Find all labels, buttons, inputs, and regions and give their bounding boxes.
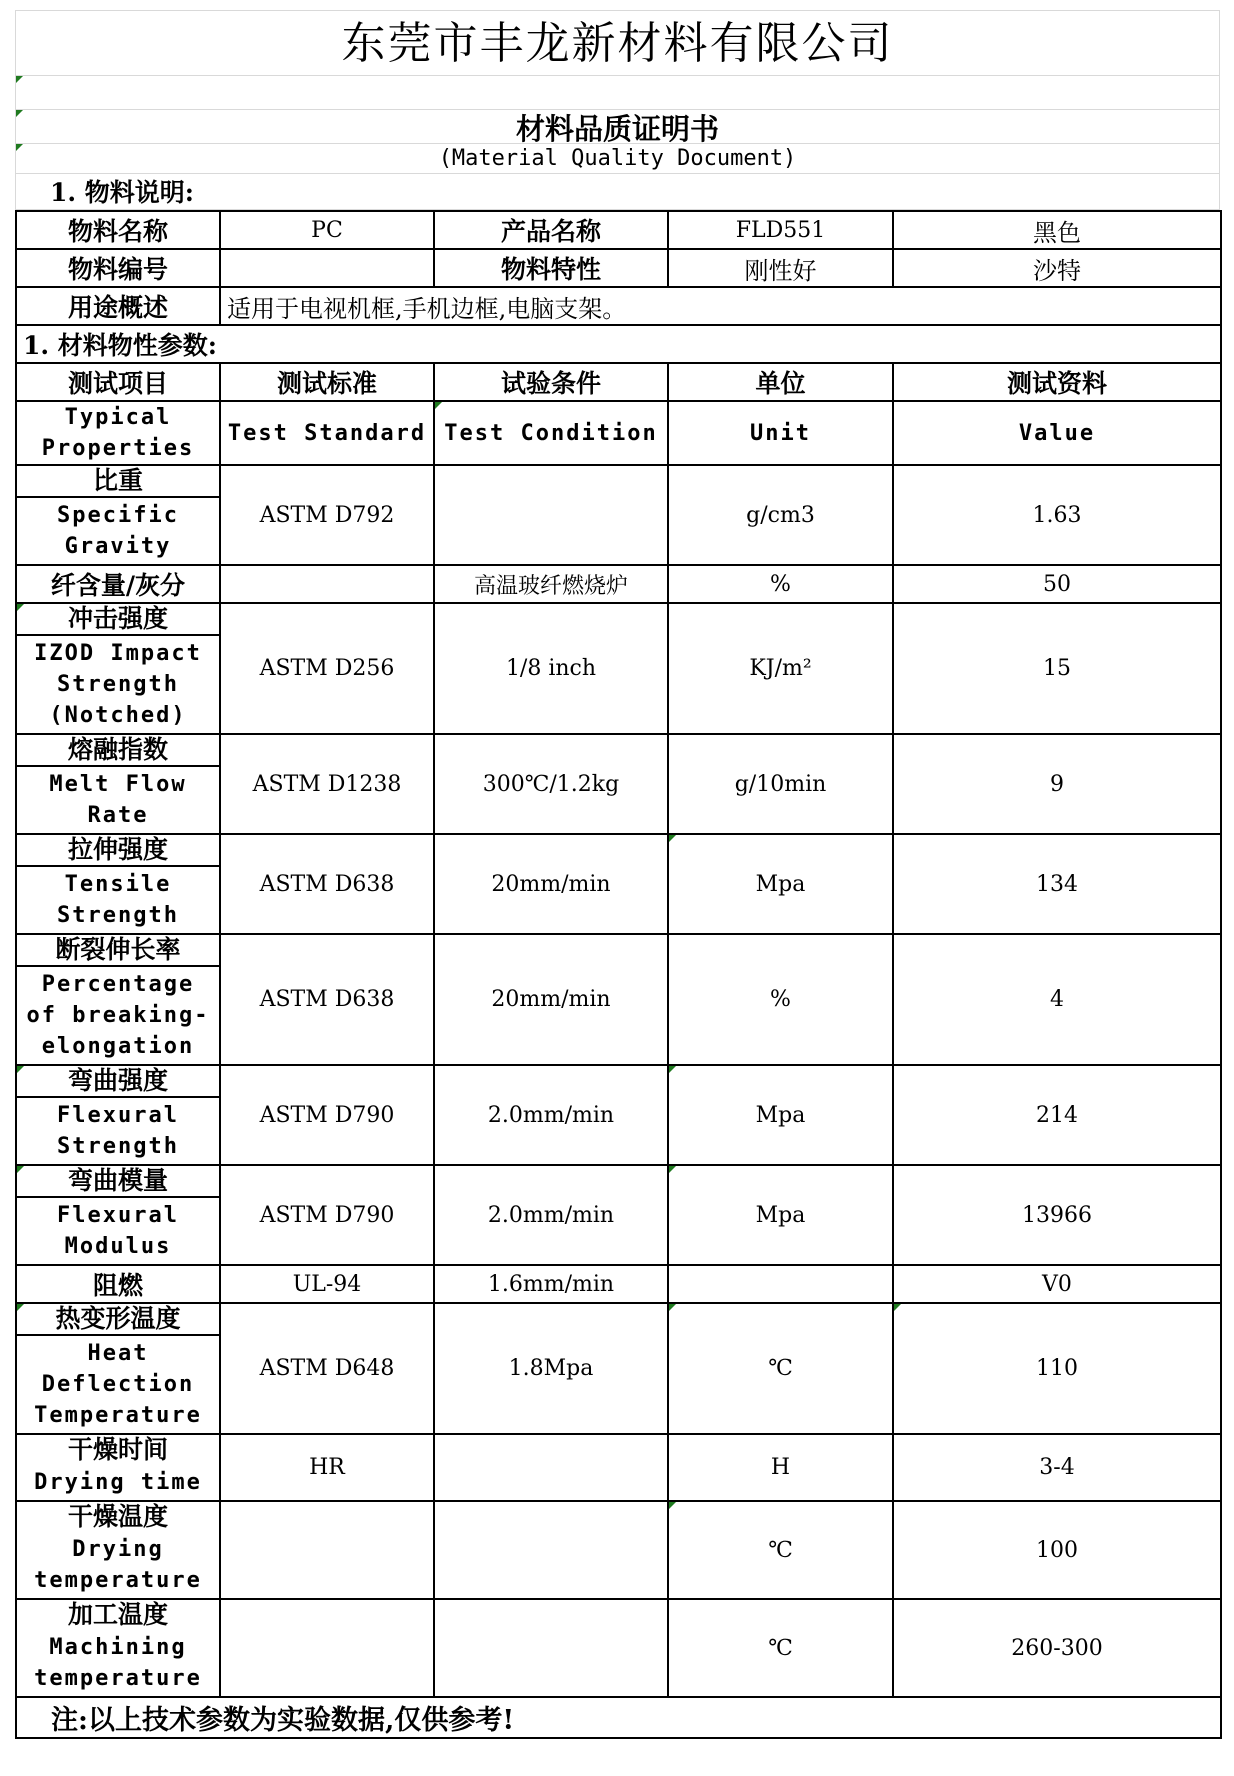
property-name-zh: 热变形温度: [55, 1304, 181, 1333]
comment-marker-icon: [17, 1304, 24, 1311]
test-standard-cell-text: ASTM D792: [259, 502, 395, 528]
property-name-zh: 弯曲强度: [67, 1066, 168, 1095]
value-cell: [893, 1434, 1221, 1501]
column-header-en: [16, 401, 1221, 465]
section-title-material: 1. 物料说明:: [15, 174, 1220, 210]
test-standard-cell-text: ASTM D1238: [252, 771, 402, 797]
unit-cell: [668, 1165, 893, 1265]
unit-cell-text: KJ/m²: [749, 656, 812, 681]
property-name-cell: [16, 1434, 220, 1501]
property-name-en: Specific Gravity: [17, 496, 219, 564]
unit-cell: [668, 834, 893, 934]
unit-cell: [668, 1065, 893, 1165]
col-header-zh-value: 测试资料: [893, 363, 1221, 401]
property-row: [16, 1434, 1221, 1501]
value-cell-text: 260-300: [1011, 1635, 1103, 1661]
property-row: [16, 1065, 1221, 1165]
property-name-cell: [16, 565, 220, 603]
unit-cell-text: ℃: [768, 1635, 793, 1661]
property-name-en: Flexural Strength: [17, 1096, 219, 1164]
test-condition-cell-text: 1.8Mpa: [508, 1356, 594, 1381]
comment-marker-icon: [17, 604, 24, 611]
test-condition-cell: [434, 1599, 668, 1697]
unit-cell: [668, 1599, 893, 1697]
comment-marker-icon: [17, 1066, 24, 1073]
comment-marker-icon: [669, 1304, 676, 1311]
unit-cell-text: Mpa: [755, 1202, 806, 1228]
value-cell-text: 9: [1050, 771, 1064, 797]
document-title: [15, 110, 1220, 144]
product-name-label: 产品名称: [434, 211, 668, 249]
comment-marker-icon: [16, 144, 23, 151]
test-standard-cell: [220, 1599, 434, 1697]
property-name-cell: [16, 465, 220, 565]
test-standard-cell: [220, 565, 434, 603]
note-row: [16, 1697, 1221, 1738]
info-row-usage: [16, 287, 1221, 325]
value-cell-text: 4: [1050, 987, 1064, 1012]
unit-cell-text: Mpa: [755, 1102, 806, 1128]
test-condition-cell-text: 高温玻纤燃烧炉: [473, 573, 628, 599]
value-cell-text: 50: [1043, 571, 1071, 597]
value-cell: [893, 565, 1221, 603]
unit-cell: [668, 934, 893, 1065]
test-standard-cell-text: ASTM D790: [259, 1102, 395, 1128]
material-code-label: 物料编号: [16, 249, 220, 287]
comment-marker-icon: [669, 1066, 676, 1073]
property-row: [16, 465, 1221, 565]
material-code-value: [220, 249, 434, 287]
property-name-zh: 断裂伸长率: [55, 935, 181, 964]
property-name-cell: [16, 1303, 220, 1434]
property-name-cell: [16, 834, 220, 934]
test-condition-cell: [434, 1434, 668, 1501]
unit-cell-text: ℃: [768, 1537, 793, 1563]
property-name-zh: 阻燃: [92, 1271, 143, 1300]
property-name-zh: 熔融指数: [67, 735, 168, 764]
comment-marker-icon: [894, 1304, 901, 1311]
value-cell: [893, 1599, 1221, 1697]
property-row: [16, 1501, 1221, 1599]
value-cell-text: 134: [1036, 871, 1078, 897]
unit-cell: [668, 603, 893, 734]
property-row: [16, 1265, 1221, 1303]
comment-marker-icon: [669, 1502, 676, 1509]
value-cell-text: 13966: [1022, 1202, 1092, 1228]
unit-cell: [668, 1265, 893, 1303]
certificate-sheet: [15, 10, 1220, 1739]
property-name-en: Tensile Strength: [17, 865, 219, 933]
quality-table: [15, 210, 1222, 1739]
property-row: [16, 1165, 1221, 1265]
value-cell: [893, 603, 1221, 734]
value-cell: [893, 1303, 1221, 1434]
value-cell-text: 110: [1036, 1356, 1078, 1381]
test-standard-cell: [220, 1303, 434, 1434]
col-header-zh-item: 测试项目: [16, 363, 220, 401]
comment-marker-icon: [435, 402, 442, 409]
document-subtitle-text: (Material Quality Document): [438, 146, 797, 171]
property-name-cell: [16, 1065, 220, 1165]
property-name-cell: [16, 1165, 220, 1265]
property-name-en: Drying time: [34, 1470, 202, 1495]
usage-label: 用途概述: [16, 287, 220, 325]
test-standard-cell: [220, 1165, 434, 1265]
test-standard-cell-text: ASTM D256: [259, 656, 395, 681]
property-row: [16, 934, 1221, 1065]
property-name-en: Drying temperature: [34, 1537, 202, 1593]
color-value: 黑色: [893, 211, 1221, 249]
property-name-zh: 弯曲模量: [67, 1166, 168, 1195]
col-header-en-unit: Unit: [668, 401, 893, 465]
property-name-cell: [16, 734, 220, 834]
column-header-zh: [16, 363, 1221, 401]
value-cell-text: 3-4: [1039, 1455, 1075, 1480]
property-name-zh: 比重: [92, 466, 143, 495]
test-standard-cell: [220, 1434, 434, 1501]
col-header-en-item: Typical Properties: [16, 401, 220, 465]
test-condition-cell: [434, 734, 668, 834]
unit-cell-text: Mpa: [755, 871, 806, 897]
test-condition-cell: [434, 565, 668, 603]
company-name: 东莞市丰龙新材料有限公司: [15, 10, 1220, 76]
unit-cell: [668, 565, 893, 603]
test-condition-cell: [434, 465, 668, 565]
unit-cell-text: ℃: [768, 1356, 793, 1381]
value-cell: [893, 734, 1221, 834]
test-condition-cell: [434, 834, 668, 934]
test-standard-cell: [220, 1065, 434, 1165]
property-name-cell: [16, 1599, 220, 1697]
value-cell-text: 1.63: [1032, 502, 1082, 528]
property-name-cell: [16, 1501, 220, 1599]
comment-marker-icon: [669, 835, 676, 842]
material-name-label: 物料名称: [16, 211, 220, 249]
property-row: [16, 603, 1221, 734]
section-title-properties: 1. 材料物性参数:: [16, 325, 1221, 363]
comment-marker-icon: [17, 1166, 24, 1173]
test-standard-cell: [220, 603, 434, 734]
value-cell: [893, 1265, 1221, 1303]
test-standard-cell: [220, 834, 434, 934]
test-condition-cell-text: 300℃/1.2kg: [482, 771, 620, 797]
unit-cell: [668, 465, 893, 565]
unit-cell: [668, 734, 893, 834]
col-header-zh-standard: 测试标准: [220, 363, 434, 401]
test-condition-cell-text: 2.0mm/min: [487, 1102, 615, 1128]
property-name-en: Flexural Modulus: [17, 1196, 219, 1264]
property-row: [16, 834, 1221, 934]
unit-cell-text: %: [770, 571, 791, 597]
comment-marker-icon: [16, 110, 23, 117]
test-condition-cell: [434, 1265, 668, 1303]
test-condition-cell-text: 2.0mm/min: [487, 1202, 615, 1228]
document-subtitle: [15, 144, 1220, 174]
property-name-en: Machining temperature: [34, 1635, 202, 1691]
test-condition-cell-text: 20mm/min: [491, 871, 611, 897]
property-name-zh: 干燥温度: [67, 1502, 168, 1531]
test-standard-cell-text: HR: [309, 1455, 345, 1480]
value-cell: [893, 1165, 1221, 1265]
test-standard-cell-text: UL-94: [292, 1271, 362, 1297]
value-cell: [893, 934, 1221, 1065]
property-row: [16, 1303, 1221, 1434]
unit-cell: [668, 1434, 893, 1501]
value-cell-text: 214: [1036, 1102, 1078, 1128]
test-condition-cell: [434, 603, 668, 734]
value-cell: [893, 1065, 1221, 1165]
col-header-en-standard: Test Standard: [220, 401, 434, 465]
footer-note: 注:以上技术参数为实验数据,仅供参考!: [16, 1697, 1221, 1738]
value-cell-text: 100: [1036, 1537, 1078, 1563]
property-name-zh: 干燥时间: [67, 1435, 168, 1464]
document-title-text: 材料品质证明书: [515, 112, 719, 146]
property-name-zh: 冲击强度: [67, 604, 168, 633]
test-standard-cell: [220, 934, 434, 1065]
value-cell-text: V0: [1042, 1271, 1072, 1297]
brand-value: 沙特: [893, 249, 1221, 287]
property-name-en: Heat Deflection Temperature: [17, 1334, 219, 1433]
col-header-en-condition: [434, 401, 668, 465]
test-standard-cell-text: ASTM D638: [259, 987, 395, 1012]
col-header-zh-unit: 单位: [668, 363, 893, 401]
property-name-en: IZOD Impact Strength (Notched): [17, 634, 219, 733]
unit-cell: [668, 1501, 893, 1599]
usage-value: 适用于电视机框,手机边框,电脑支架。: [220, 287, 1221, 325]
comment-marker-icon: [16, 76, 23, 83]
property-name-zh: 加工温度: [67, 1600, 168, 1629]
test-condition-cell: [434, 1303, 668, 1434]
blank-row: [15, 76, 1220, 110]
test-condition-cell-text: 1/8 inch: [505, 656, 597, 681]
material-name-value: PC: [220, 211, 434, 249]
property-row: [16, 1599, 1221, 1697]
test-condition-cell: [434, 1165, 668, 1265]
test-condition-cell-text: 1.6mm/min: [487, 1271, 615, 1297]
col-header-en-value: Value: [893, 401, 1221, 465]
unit-cell-text: g/cm3: [746, 502, 815, 528]
test-standard-cell: [220, 465, 434, 565]
test-standard-cell: [220, 1265, 434, 1303]
property-name-zh: 拉伸强度: [67, 835, 168, 864]
test-condition-cell: [434, 934, 668, 1065]
unit-cell-text: %: [770, 987, 791, 1012]
unit-cell-text: H: [770, 1455, 791, 1480]
value-cell: [893, 834, 1221, 934]
section-title-row: [16, 325, 1221, 363]
property-row: [16, 734, 1221, 834]
unit-cell: [668, 1303, 893, 1434]
comment-marker-icon: [669, 1166, 676, 1173]
product-name-value: FLD551: [668, 211, 893, 249]
test-standard-cell-text: ASTM D648: [259, 1356, 395, 1381]
col-header-zh-condition: 试验条件: [434, 363, 668, 401]
unit-cell-text: g/10min: [734, 771, 827, 797]
property-name-cell: [16, 934, 220, 1065]
property-name-cell: [16, 603, 220, 734]
value-cell-text: 15: [1043, 656, 1071, 681]
info-row-name: [16, 211, 1221, 249]
property-name-zh: 纤含量/灰分: [50, 571, 186, 600]
test-standard-cell-text: ASTM D790: [259, 1202, 395, 1228]
test-standard-cell-text: ASTM D638: [259, 871, 395, 897]
test-condition-cell: [434, 1501, 668, 1599]
material-feature-value: 刚性好: [668, 249, 893, 287]
test-standard-cell: [220, 734, 434, 834]
info-row-code: [16, 249, 1221, 287]
value-cell: [893, 1501, 1221, 1599]
property-name-en: Melt Flow Rate: [17, 765, 219, 833]
test-standard-cell: [220, 1501, 434, 1599]
property-name-en: Percentage of breaking-elongation: [17, 965, 219, 1064]
value-cell: [893, 465, 1221, 565]
test-condition-cell-text: 20mm/min: [491, 987, 611, 1012]
col-header-en-condition-text: Test Condition: [444, 420, 658, 446]
property-name-cell: [16, 1265, 220, 1303]
property-row: [16, 565, 1221, 603]
property-rows: [16, 465, 1221, 1697]
material-feature-label: 物料特性: [434, 249, 668, 287]
test-condition-cell: [434, 1065, 668, 1165]
